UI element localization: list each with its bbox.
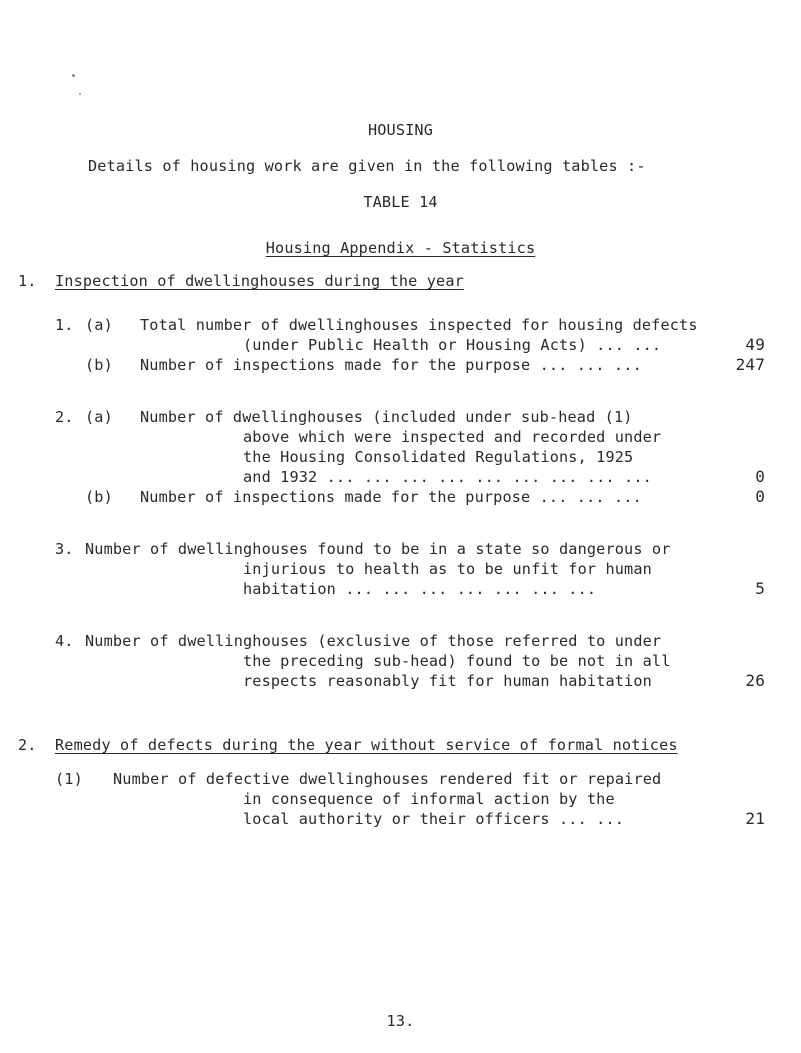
item-3-text-line3: habitation ... ... ... ... ... ... ... [243, 580, 597, 598]
item-1b-value: 247 [735, 355, 765, 374]
item-2a-text-line2: above which were inspected and recorded under [243, 428, 662, 446]
item-2-marker: 2. [55, 408, 74, 426]
item-2b-value: 0 [755, 487, 765, 506]
item-3-text-line1: Number of dwellinghouses found to be in a state so dangerous or [85, 540, 671, 558]
item-2a-text-line1: Number of dwellinghouses (included under sub-head (1) [140, 408, 633, 426]
item-2b-text: Number of inspections made for the purpose ... ... ... [140, 488, 642, 506]
item-2b-marker: (b) [85, 488, 113, 506]
item-3-marker: 3. [55, 540, 74, 558]
item-1b-marker: (b) [85, 356, 113, 374]
scan-speck [79, 93, 81, 95]
section-2-item-1-text-line3: local authority or their officers ... ... [243, 810, 625, 828]
intro-text: Details of housing work are given in the following tables :- [88, 157, 646, 175]
item-3-value: 5 [755, 579, 765, 598]
section-1-marker: 1. [18, 272, 37, 290]
section-2-marker: 2. [18, 736, 37, 754]
section-2-item-1-marker: (1) [55, 770, 83, 788]
item-4-text-line3: respects reasonably fit for human habitation [243, 672, 652, 690]
item-2a-marker: (a) [85, 408, 113, 426]
table-label: TABLE 14 [363, 193, 438, 211]
item-1-marker: 1. [55, 316, 74, 334]
item-2a-text-line4: and 1932 ... ... ... ... ... ... ... ... ... [243, 468, 652, 486]
item-2a-text-line3: the Housing Consolidated Regulations, 1925 [243, 448, 634, 466]
item-4-marker: 4. [55, 632, 74, 650]
item-1a-text-line1: Total number of dwellinghouses inspected for housing defects [140, 316, 698, 334]
scan-speck [72, 74, 75, 77]
item-4-value: 26 [745, 671, 765, 690]
appendix-title: Housing Appendix - Statistics [265, 239, 536, 257]
section-2-item-1-value: 21 [745, 809, 765, 828]
item-2a-value: 0 [755, 467, 765, 486]
item-4-text-line1: Number of dwellinghouses (exclusive of those referred to under [85, 632, 662, 650]
section-2-item-1-text-line1: Number of defective dwellinghouses rendered fit or repaired [113, 770, 662, 788]
item-1b-text: Number of inspections made for the purpose ... ... ... [140, 356, 642, 374]
section-1-heading: Inspection of dwellinghouses during the year [55, 272, 464, 290]
page-number: 13. [386, 1012, 415, 1030]
section-2-heading: Remedy of defects during the year without service of formal notices [55, 736, 678, 754]
item-1a-marker: (a) [85, 316, 113, 334]
item-1a-text-line2: (under Public Health or Housing Acts) ... ... [243, 336, 662, 354]
item-3-text-line2: injurious to health as to be unfit for human [243, 560, 652, 578]
section-2-item-1-text-line2: in consequence of informal action by the [243, 790, 615, 808]
item-4-text-line2: the preceding sub-head) found to be not in all [243, 652, 671, 670]
page-title: HOUSING [367, 121, 434, 139]
item-1a-value: 49 [745, 335, 765, 354]
